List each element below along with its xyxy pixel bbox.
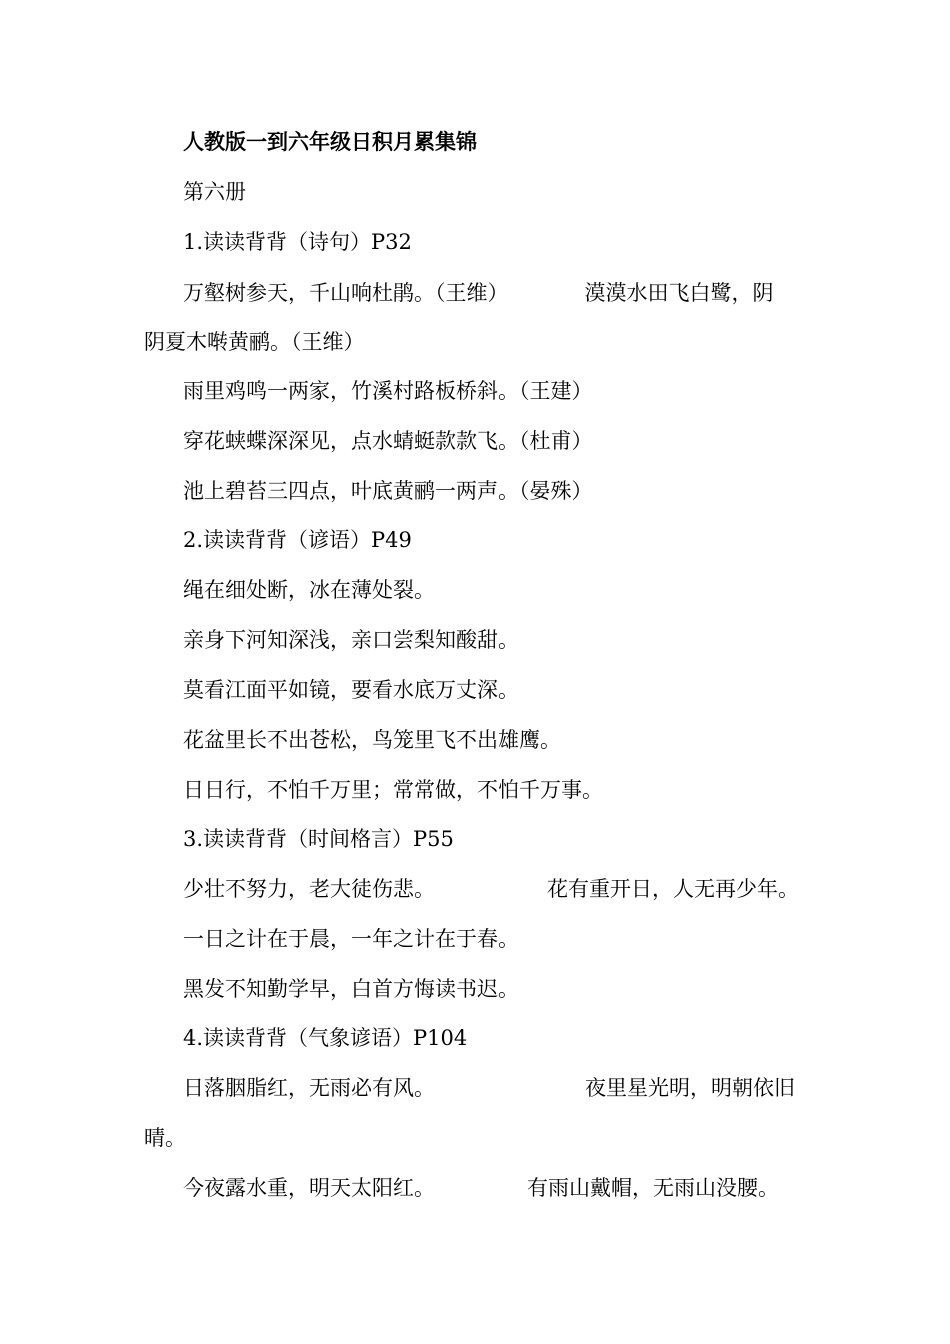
line-part-b: 夜里星光明，明朝依旧: [585, 1076, 795, 1100]
text-line-continuation: 阴夏木啭黄鹂。（王维）: [144, 330, 365, 354]
text-line: 雨里鸡鸣一两家，竹溪村路板桥斜。（王建）: [183, 379, 593, 403]
text-line: [183, 1076, 863, 1100]
text-line: 穿花蛱蝶深深见，点水蜻蜓款款飞。（杜甫）: [183, 429, 593, 453]
line-part-a: 少壮不努力，老大徒伤悲。: [183, 877, 435, 901]
text-line: 莫看江面平如镜，要看水底万丈深。: [183, 678, 519, 702]
section-heading: 1.读读背背（诗句）P32: [183, 230, 412, 254]
text-line: 亲身下河知深浅，亲口尝梨知酸甜。: [183, 628, 519, 652]
text-line: 一日之计在于晨，一年之计在于春。: [183, 927, 519, 951]
line-part-a: 日落胭脂红，无雨必有风。: [183, 1076, 435, 1100]
section-heading: 3.读读背背（时间格言）P55: [183, 827, 454, 851]
volume-label: 第六册: [183, 180, 246, 204]
section-heading: 2.读读背背（谚语）P49: [183, 528, 412, 552]
text-line: [183, 877, 863, 901]
document-title: 人教版一到六年级日积月累集锦: [183, 129, 477, 154]
text-line: 绳在细处断，冰在薄处裂。: [183, 578, 435, 602]
text-line: [183, 281, 863, 305]
section-heading: 4.读读背背（气象谚语）P104: [183, 1026, 468, 1050]
text-line-continuation: 晴。: [144, 1126, 186, 1150]
text-line: 黑发不知勤学早，白首方悔读书迟。: [183, 977, 519, 1001]
text-line: 日日行，不怕千万里；常常做，不怕千万事。: [183, 778, 603, 802]
line-part-b: 漠漠水田飞白鹭，阴: [584, 281, 774, 305]
text-line: 花盆里长不出苍松，鸟笼里飞不出雄鹰。: [183, 728, 561, 752]
text-line: [183, 1176, 863, 1200]
text-line: 池上碧苔三四点，叶底黄鹂一两声。（晏殊）: [183, 479, 593, 503]
line-part-b: 有雨山戴帽，无雨山没腰。: [527, 1176, 779, 1200]
line-part-b: 花有重开日，人无再少年。: [547, 877, 799, 901]
line-part-a: 万壑树参天，千山响杜鹃。（王维）: [183, 281, 509, 305]
line-part-a: 今夜露水重，明天太阳红。: [183, 1176, 435, 1200]
